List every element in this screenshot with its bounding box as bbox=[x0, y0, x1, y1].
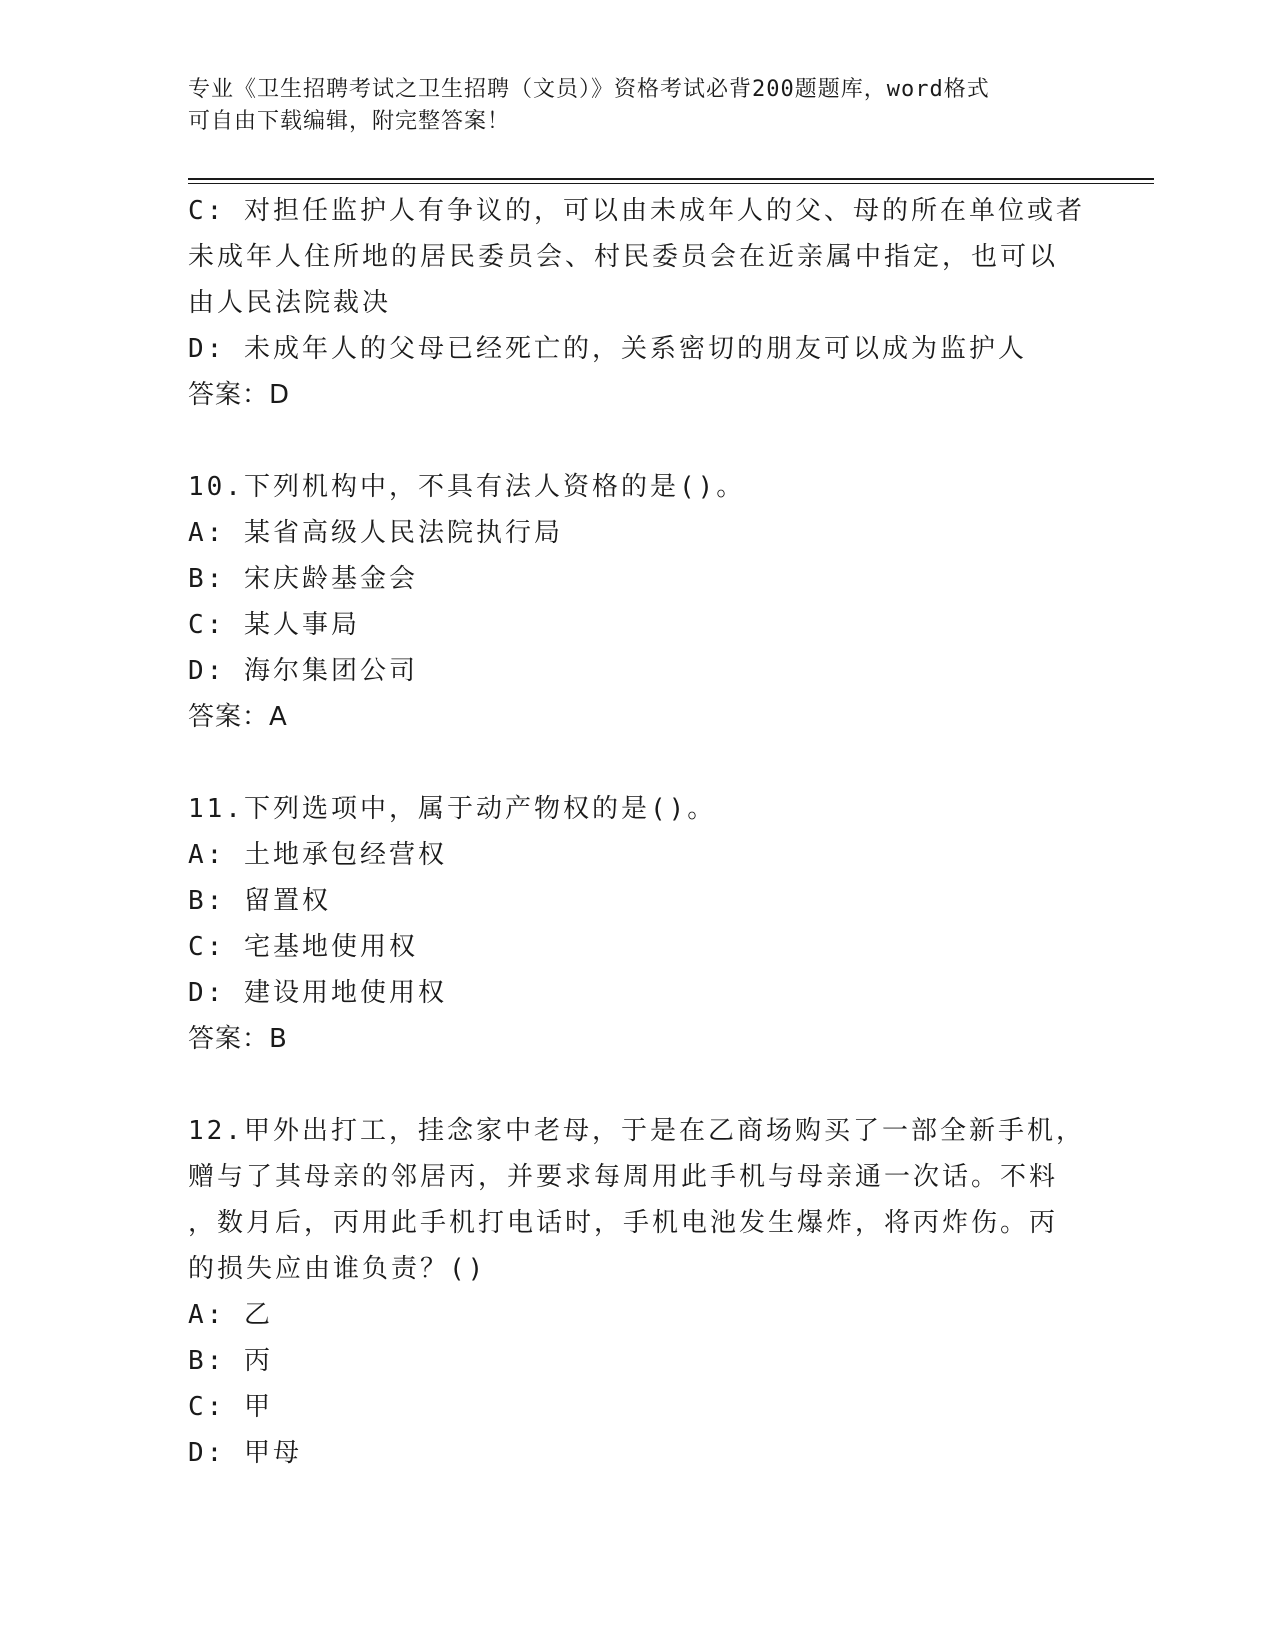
question-stem: ，数月后，丙用此手机打电话时，手机电池发生爆炸，将丙炸伤。丙 bbox=[188, 1208, 1059, 1238]
option-d: D: 建设用地使用权 bbox=[188, 978, 447, 1008]
question-stem: 的损失应由谁负责？() bbox=[188, 1254, 487, 1284]
question-10 bbox=[188, 464, 1088, 740]
spacer bbox=[188, 740, 1088, 786]
option-c: C: 宅基地使用权 bbox=[188, 932, 418, 962]
option-b: B: 留置权 bbox=[188, 886, 331, 916]
document-header bbox=[188, 74, 1088, 138]
question-11 bbox=[188, 786, 1088, 1062]
question-12 bbox=[188, 1108, 1088, 1476]
question-stem: 10.下列机构中，不具有法人资格的是()。 bbox=[188, 472, 746, 502]
option-c: C: 某人事局 bbox=[188, 610, 360, 640]
question-9-continuation bbox=[188, 188, 1088, 418]
option-c-line: 由人民法院裁决 bbox=[188, 288, 392, 318]
header-divider-thick bbox=[188, 178, 1154, 180]
option-c-line: C: 对担任监护人有争议的，可以由未成年人的父、母的所在单位或者 bbox=[188, 196, 1085, 226]
header-title-line-1: 专业《卫生招聘考试之卫生招聘（文员）》资格考试必背200题题库，word格式 bbox=[188, 77, 990, 102]
header-title-line-2: 可自由下载编辑，附完整答案！ bbox=[188, 109, 511, 134]
header-divider-thin bbox=[188, 183, 1154, 184]
question-stem: 12.甲外出打工，挂念家中老母，于是在乙商场购买了一部全新手机， bbox=[188, 1116, 1085, 1146]
option-c-line: 未成年人住所地的居民委员会、村民委员会在近亲属中指定，也可以 bbox=[188, 242, 1059, 272]
question-stem: 赠与了其母亲的邻居丙，并要求每周用此手机与母亲通一次话。不料 bbox=[188, 1162, 1059, 1192]
option-a: A: 乙 bbox=[188, 1300, 273, 1330]
spacer bbox=[188, 418, 1088, 464]
question-content bbox=[188, 188, 1088, 1476]
option-b: B: 宋庆龄基金会 bbox=[188, 564, 418, 594]
option-a: A: 某省高级人民法院执行局 bbox=[188, 518, 563, 548]
question-stem: 11.下列选项中，属于动产物权的是()。 bbox=[188, 794, 717, 824]
option-c: C: 甲 bbox=[188, 1392, 273, 1422]
answer: 答案：A bbox=[188, 702, 288, 732]
option-d: D: 甲母 bbox=[188, 1438, 302, 1468]
answer: 答案：D bbox=[188, 380, 291, 410]
option-d: D: 海尔集团公司 bbox=[188, 656, 418, 686]
option-d: D: 未成年人的父母已经死亡的，关系密切的朋友可以成为监护人 bbox=[188, 334, 1027, 364]
option-a: A: 土地承包经营权 bbox=[188, 840, 447, 870]
option-b: B: 丙 bbox=[188, 1346, 273, 1376]
spacer bbox=[188, 1062, 1088, 1108]
answer: 答案：B bbox=[188, 1024, 288, 1054]
